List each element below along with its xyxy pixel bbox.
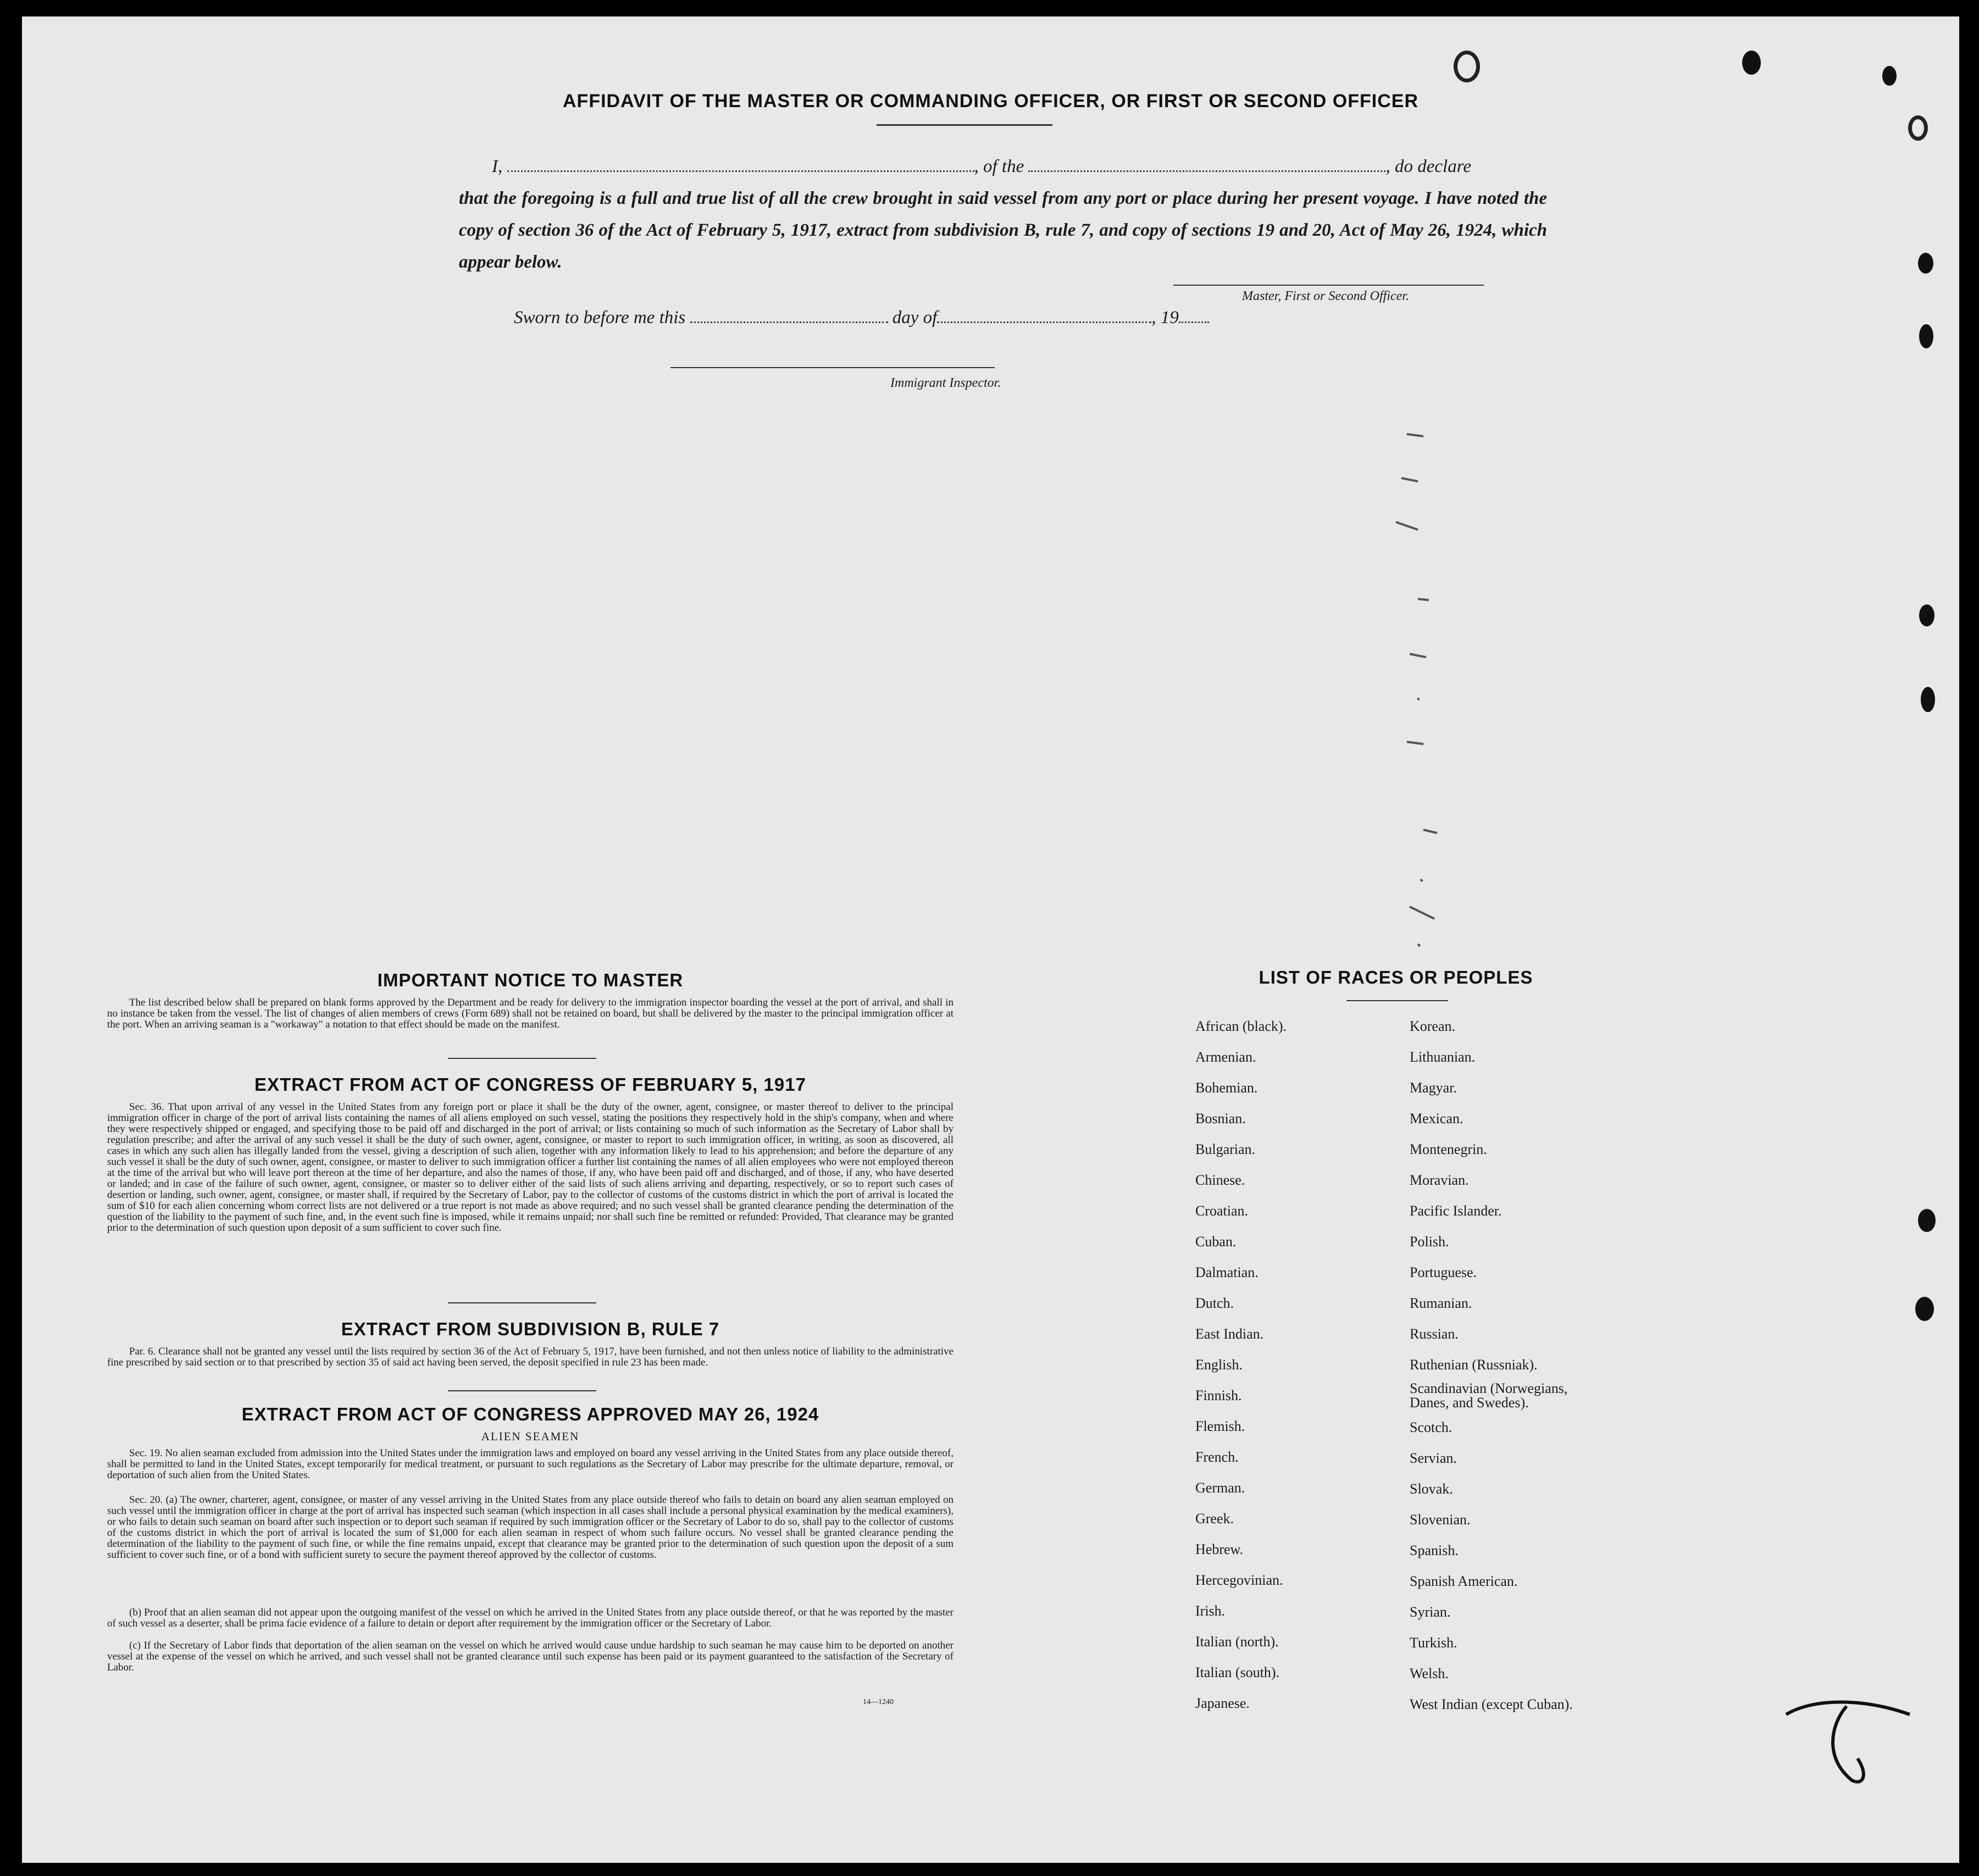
sworn-line	[514, 308, 1209, 328]
punch-hole-icon	[1919, 324, 1933, 348]
race-item: Italian (south).	[1195, 1664, 1280, 1680]
race-item: Servian.	[1410, 1450, 1457, 1466]
sworn-prefix: Sworn to before me this	[514, 308, 686, 328]
race-item: Scandinavian (Norwegians, Danes, and Swedes).	[1410, 1380, 1568, 1411]
inspector-caption: Immigrant Inspector.	[890, 376, 1001, 390]
affidavit-title: AFFIDAVIT OF THE MASTER OR COMMANDING OFFICER, OR FIRST OR SECOND OFFICER	[563, 91, 1418, 112]
extract-1917-heading: EXTRACT FROM ACT OF CONGRESS OF FEBRUARY 5, 1917	[254, 1074, 806, 1095]
divider	[448, 1302, 596, 1303]
race-item: French.	[1195, 1449, 1239, 1465]
race-item: German.	[1195, 1480, 1245, 1496]
punch-hole-icon	[1454, 51, 1480, 82]
races-left-column	[1195, 1011, 1404, 1719]
race-item: Croatian.	[1195, 1203, 1249, 1219]
vessel-blank	[1028, 170, 1385, 172]
race-item: Chinese.	[1195, 1172, 1245, 1188]
sec20b-text: (b) Proof that an alien seaman did not appear upon the outgoing manifest of the vessel on which he arrived in the United States from any place outside thereof, or that he was reported by the master of such vessel as a deserter, shall be prima facie evidence of a failure to detain or deport after requirement by the immigration officer or the Secretary of Labor.	[107, 1607, 954, 1629]
master-signature-line	[1173, 285, 1484, 286]
race-item: Hebrew.	[1195, 1541, 1244, 1557]
race-item: Montenegrin.	[1410, 1141, 1487, 1157]
punch-hole-icon	[1915, 1297, 1934, 1321]
declare-do-declare: , do declare	[1385, 157, 1471, 176]
punch-hole-icon	[1742, 51, 1761, 75]
race-item: Moravian.	[1410, 1172, 1469, 1188]
document-page	[22, 16, 1959, 1863]
race-item: Portuguese.	[1410, 1264, 1477, 1280]
race-item: Slovak.	[1410, 1481, 1453, 1497]
punch-hole-icon	[1908, 115, 1928, 141]
race-item: Bosnian.	[1195, 1111, 1246, 1126]
race-item: Pacific Islander.	[1410, 1203, 1502, 1219]
races-right-column	[1410, 1011, 1684, 1720]
alien-seamen-subheading: ALIEN SEAMEN	[481, 1430, 580, 1443]
race-item: Slovenian.	[1410, 1512, 1471, 1528]
race-item: Turkish.	[1410, 1635, 1457, 1651]
race-item: Welsh.	[1410, 1666, 1449, 1681]
race-item: Syrian.	[1410, 1604, 1451, 1620]
extract-1917-text: Sec. 36. That upon arrival of any vessel in the United States from any foreign port or place it shall be the duty of the owner, agent, consignee, or master thereof to deliver to the principal immigration officer in charge of the port of arrival lists containing the names of all aliens employed on such vessel, stating the positions they respectively hold in the ship's company, when and where they were respectively shipped or engaged, and specifying those to be paid off and discharged in the port of arrival; or lists containing so much of such information as the Secretary of Labor shall by regulation prescribe; and after the arrival of any such vessel it shall be the duty of such owner, agent, consignee, or master to report to such immigration officer, in writing, as soon as discovered, all cases in which any such alien has illegally landed from the vessel, giving a description of such alien, together with any information likely to lead to his apprehension; and before the departure of any such vessel it shall be the duty of such owner, agent, consignee, or master to deliver to such immigration officer a further list containing the names of all alien employees who were not employed thereon at the time of the arrival but who will leave port thereon at the time of her departure, and also the names of those, if any, who have been paid off and discharged, and of those, if any, who have deserted or landed; and in case of the failure of such owner, agent, consignee, or master so to deliver either of the said lists of such aliens arriving and departing, respectively, or so to report such cases of desertion or landing, such owner, agent, consignee, or master shall, if required by the Secretary of Labor, pay to the collector of customs of the customs district in which the port of arrival is located the sum of $10 for each alien concerning whom correct lists are not delivered or a true report is not made as above required; and no such vessel shall be granted clearance pending the determination of the question of the liability to the payment of such fine, and, in the event such fine is imposed, while it remains unpaid; nor shall such fine be remitted or refunded: Provided, That clearance may be granted prior to the determination of such question upon deposit of a sum sufficient to cover such fine.	[107, 1101, 954, 1234]
pencil-marks	[1385, 412, 1451, 951]
extract-rule7-text: Par. 6. Clearance shall not be granted any vessel until the lists required by section 36 of the Act of February 5, 1917, have been furnished, and not then unless notice of liability to the administrative fine prescribed by said section or to that prescribed by section 35 of said act having been served, the deposit specified in rule 23 has been made.	[107, 1346, 954, 1368]
race-item: Japanese.	[1195, 1695, 1250, 1711]
master-caption: Master, First or Second Officer.	[1242, 289, 1409, 303]
punch-hole-icon	[1918, 253, 1933, 274]
race-item: Dalmatian.	[1195, 1264, 1259, 1280]
race-item: Ruthenian (Russniak).	[1410, 1357, 1538, 1373]
race-item: Italian (north).	[1195, 1634, 1279, 1650]
punch-hole-icon	[1921, 687, 1935, 712]
sworn-day-of: day of	[892, 308, 938, 328]
inspector-signature-line	[670, 367, 995, 368]
race-item: Bohemian.	[1195, 1080, 1258, 1096]
notice-heading: IMPORTANT NOTICE TO MASTER	[377, 970, 684, 990]
year-blank	[1179, 321, 1209, 323]
punch-hole-icon	[1919, 604, 1934, 626]
race-item: Rumanian.	[1410, 1295, 1472, 1311]
race-item: Finnish.	[1195, 1387, 1242, 1403]
race-item: Irish.	[1195, 1603, 1226, 1619]
race-item: Flemish.	[1195, 1418, 1245, 1434]
race-item: East Indian.	[1195, 1326, 1264, 1342]
declare-of-the: , of the	[974, 157, 1024, 176]
month-blank	[937, 321, 1151, 323]
race-item: African (black).	[1195, 1018, 1287, 1034]
divider	[448, 1390, 596, 1391]
race-item: West Indian (except Cuban).	[1410, 1696, 1573, 1712]
race-item: Russian.	[1410, 1326, 1459, 1342]
pen-flourish	[1781, 1692, 1923, 1791]
race-item: Spanish.	[1410, 1542, 1459, 1558]
declaration-statement: that the foregoing is a full and true list of all the crew brought in said vessel from any port or place during her present voyage. I have noted the copy of section 36 of the Act of February 5, 1917, extract from subdivision B, rule 7, and copy of sections 19 and 20, Act of May 26, 1924, which appear below.	[459, 188, 1547, 272]
race-item: English.	[1195, 1357, 1243, 1373]
race-item: Mexican.	[1410, 1111, 1464, 1126]
race-item: Polish.	[1410, 1234, 1449, 1250]
declare-i: I,	[492, 157, 503, 176]
race-item: Cuban.	[1195, 1234, 1237, 1250]
notice-text: The list described below shall be prepared on blank forms approved by the Department and be ready for delivery to the immigration inspector boarding the vessel at the port of arrival, and shall in no instance be taken from the vessel. The list of changes of alien members of crews (Form 689) shall not be retained on board, but shall be delivered by the master to the principal immigration officer at the port. When an arriving seaman is a "workaway" a notation to that effect should be made on the manifest.	[107, 997, 954, 1030]
punch-hole-icon	[1918, 1209, 1936, 1232]
form-number: 14—1240	[863, 1698, 894, 1706]
name-blank	[507, 170, 974, 172]
race-item: Magyar.	[1410, 1080, 1457, 1096]
divider	[448, 1058, 596, 1059]
title-underline	[877, 124, 1052, 126]
races-heading: LIST OF RACES OR PEOPLES	[1259, 967, 1533, 987]
race-item: Scotch.	[1410, 1419, 1453, 1435]
day-blank	[690, 321, 888, 323]
sworn-year: , 19	[1151, 308, 1179, 328]
sec20c-text: (c) If the Secretary of Labor finds that deportation of the alien seaman on the vessel on which he arrived would cause undue hardship to such seaman he may cause him to be deported on another vessel at the expense of the vessel on which he arrived, and such vessel shall not be granted clearance until such expense has been paid or its payment guaranteed to the satisfaction of the Secretary of Labor.	[107, 1640, 954, 1673]
race-item: Korean.	[1410, 1018, 1456, 1034]
race-item: Lithuanian.	[1410, 1049, 1476, 1065]
race-item: Hercegovinian.	[1195, 1572, 1283, 1588]
race-item: Dutch.	[1195, 1295, 1234, 1311]
race-item: Bulgarian.	[1195, 1141, 1256, 1157]
race-item: Spanish American.	[1410, 1573, 1518, 1589]
sec19-text: Sec. 19. No alien seaman excluded from admission into the United States under the immigration laws and employed on board any vessel arriving in the United States from any place outside thereof, shall be permitted to land in the United States, except temporarily for medical treatment, or pursuant to such regulations as the Secretary of Labor may prescribe for the ultimate departure, removal, or deportation of such alien from the United States.	[107, 1447, 954, 1481]
races-underline	[1346, 1000, 1448, 1001]
punch-hole-icon	[1882, 66, 1897, 86]
race-item: Greek.	[1195, 1511, 1234, 1527]
extract-1924-heading: EXTRACT FROM ACT OF CONGRESS APPROVED MAY 26, 1924	[241, 1404, 819, 1424]
declaration-line	[492, 157, 1547, 177]
race-item: Armenian.	[1195, 1049, 1256, 1065]
sec20a-text: Sec. 20. (a) The owner, charterer, agent, consignee, or master of any vessel arriving in the United States from any place outside thereof who fails to detain on board any alien seaman employed on such vessel until the immigration officer in charge at the port of arrival has inspected such seaman (which inspection in all cases shall include a personal physical examination by the medical examiners), or who fails to detain such seaman on board after such inspection or to deport such seaman if required by such immigration officer or the Secretary of Labor to do so, shall pay to the collector of customs of the customs district in which the port of arrival is located the sum of $1,000 for each alien seaman in respect of whom such failure occurs. No vessel shall be granted clearance pending the determination of the liability to the payment of such fine, or while the fine remains unpaid, except that clearance may be granted prior to the determination of such question upon the deposit of a sum sufficient to cover such fine, or of a bond with sufficient surety to secure the payment thereof approved by the collector of customs.	[107, 1494, 954, 1561]
extract-rule7-heading: EXTRACT FROM SUBDIVISION B, RULE 7	[341, 1319, 720, 1339]
